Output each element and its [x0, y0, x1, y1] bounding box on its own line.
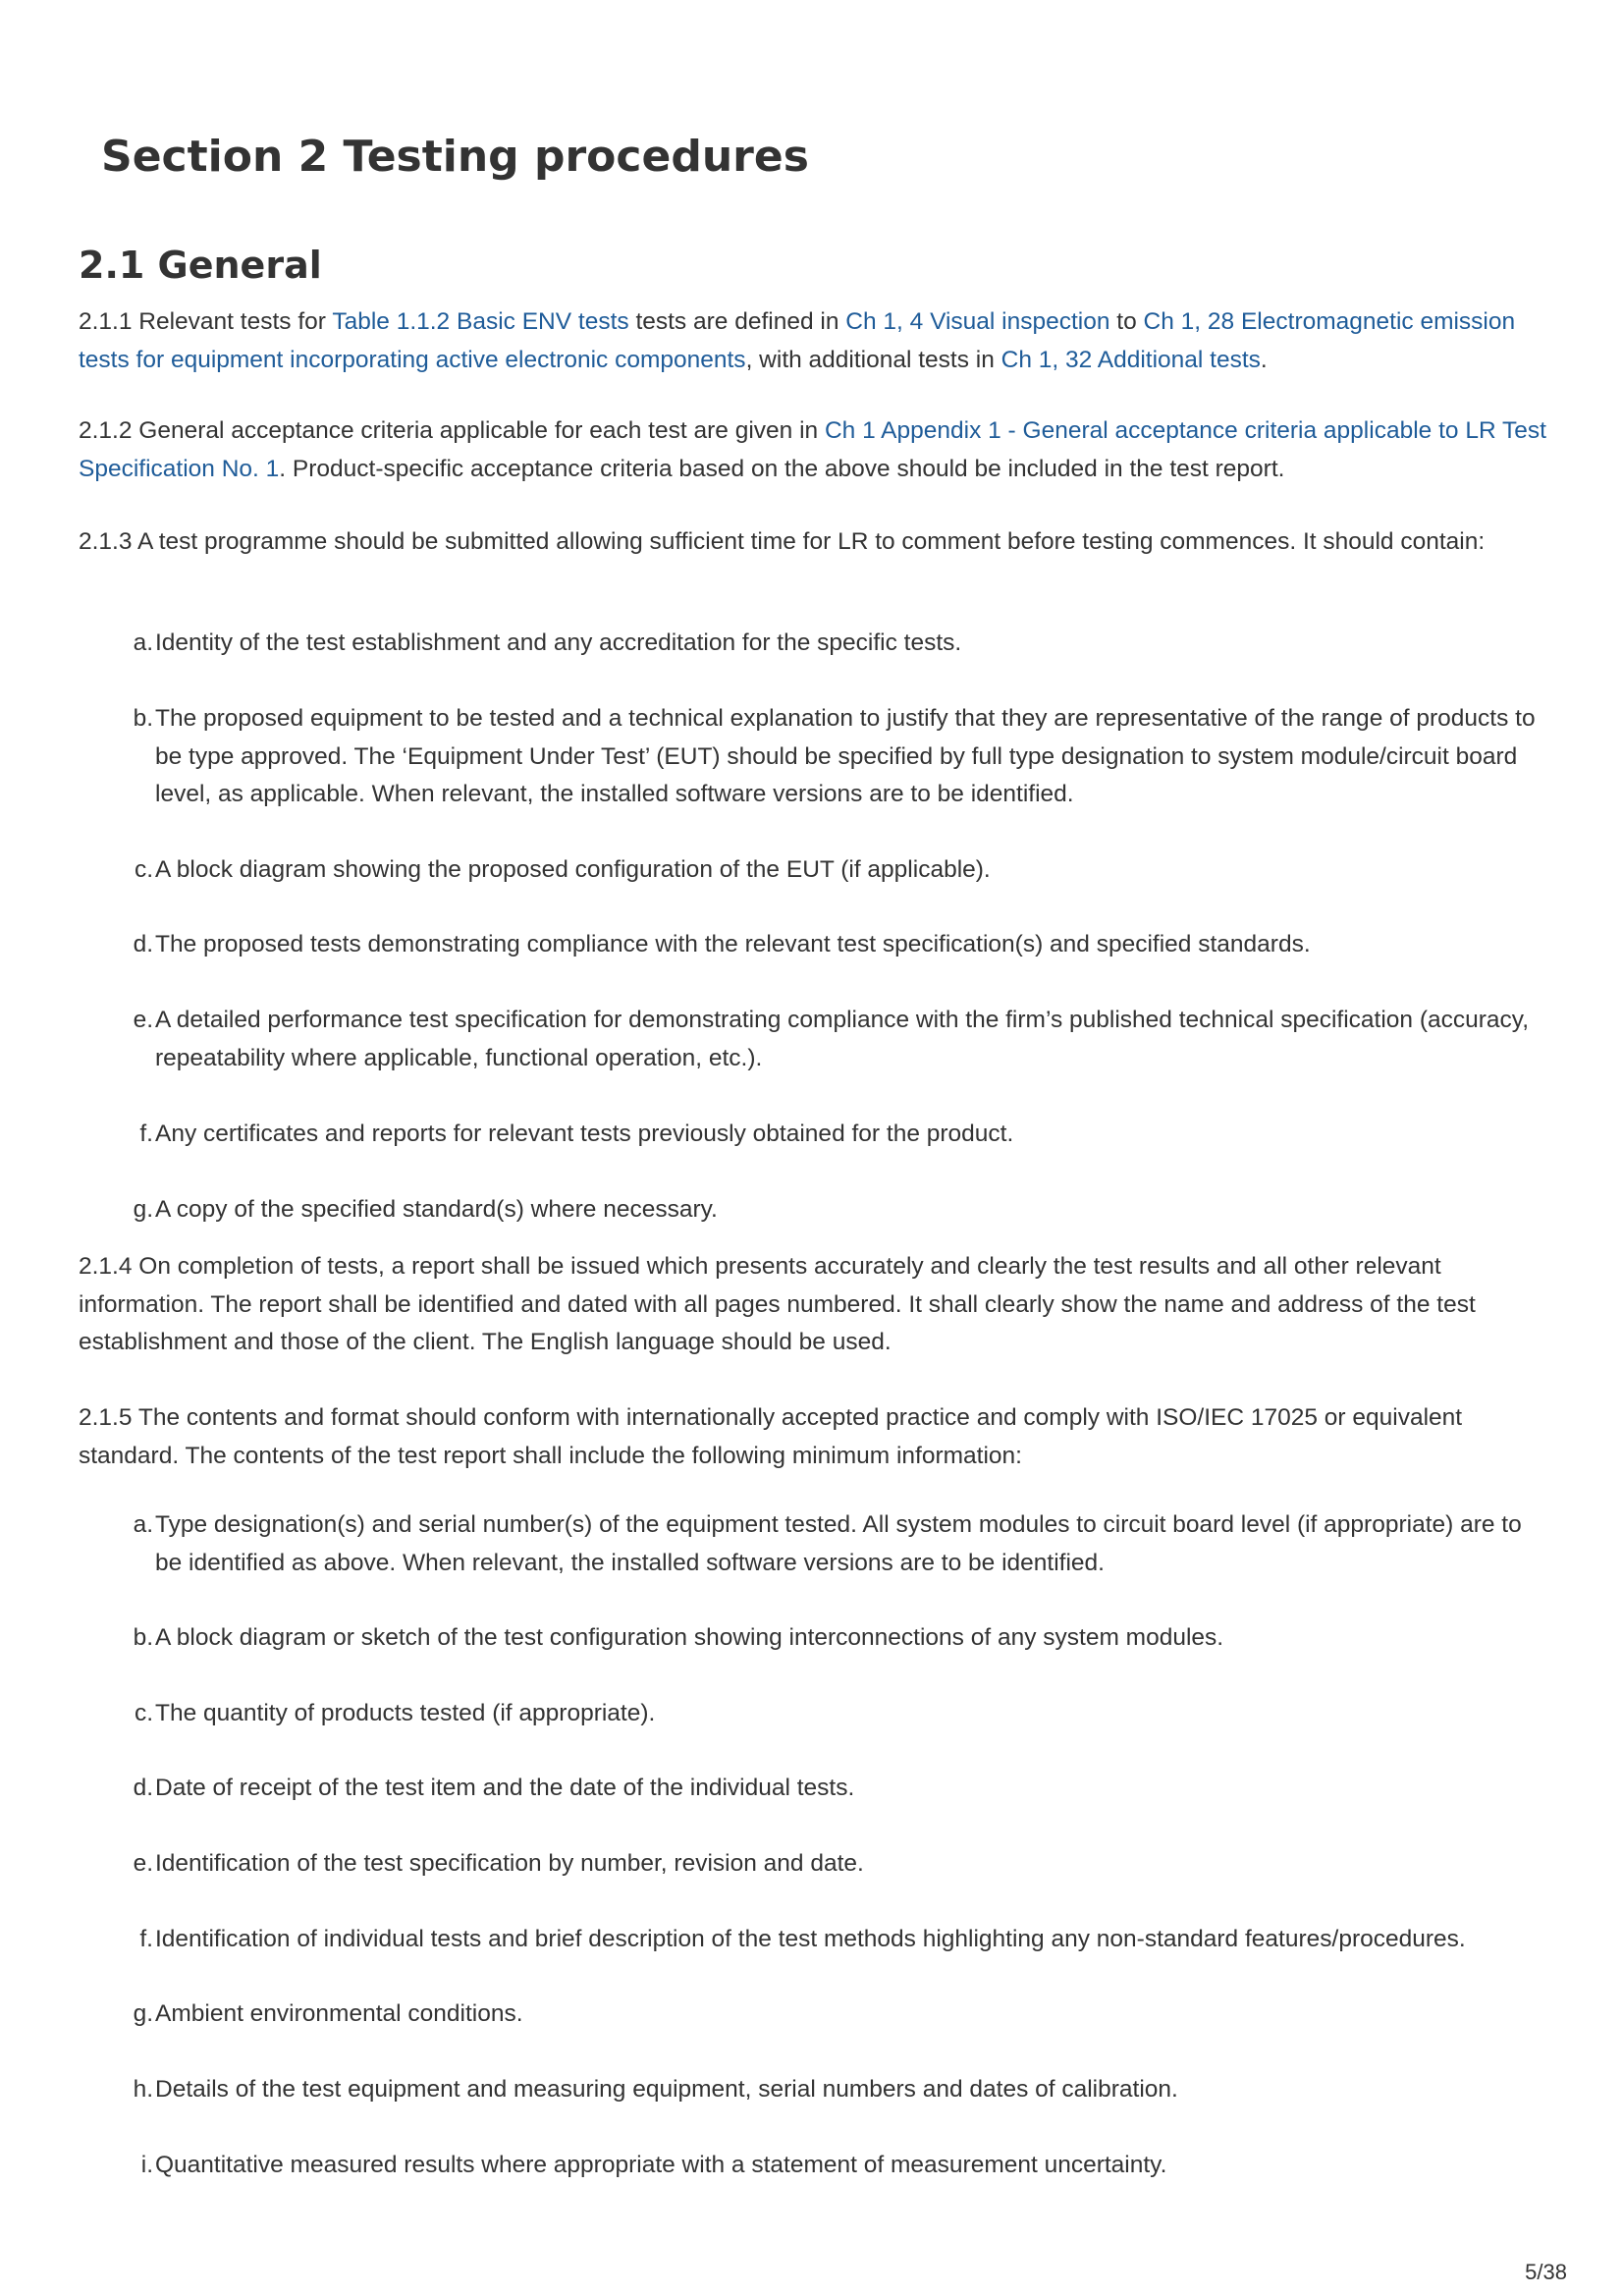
link-ch1-32-additional-tests[interactable]: Ch 1, 32 Additional tests [1000, 346, 1261, 373]
paragraph-2-1-3: 2.1.3 A test programme should be submitted allowing sufficient time for LR to comment before testing commences. It should contain: [79, 528, 1486, 555]
list-item [79, 1116, 1551, 1154]
list-item [79, 1619, 1551, 1658]
list-marker: b. [133, 1624, 153, 1651]
list-marker: b. [133, 705, 153, 732]
list-item [79, 700, 1551, 814]
list-item-text: Details of the test equipment and measuring equipment, serial numbers and dates of calibration. [155, 2076, 1178, 2103]
link-table-1-1-2[interactable]: Table 1.1.2 Basic ENV tests [332, 308, 629, 335]
list-marker: c. [134, 1700, 153, 1726]
list-item-text: A block diagram or sketch of the test configuration showing interconnections of any system modules. [155, 1624, 1224, 1651]
p212-text-a: 2.1.2 General acceptance criteria applicable for each test are given in [79, 417, 825, 444]
list-item-text: Identification of the test specification by number, revision and date. [155, 1850, 864, 1877]
page-number: 5/38 [1525, 2260, 1567, 2284]
list-item-text: Type designation(s) and serial number(s) of the equipment tested. All system modules to circuit board level (if appropriate) are to be identified as above. When relevant, the installed software versions are to be identified. [155, 1511, 1522, 1576]
paragraph-2-1-2 [79, 412, 1551, 488]
p211-text-d: , with additional tests in [745, 346, 1001, 373]
list-marker: d. [133, 931, 153, 957]
list-item [79, 1921, 1551, 1959]
paragraph-2-1-1 [79, 303, 1551, 379]
list-item [79, 851, 1551, 890]
paragraph-2-1-5: 2.1.5 The contents and format should conform with internationally accepted practice and comply with ISO/IEC 17025 or equivalent standard. The contents of the test report shall include the following minimum information: [79, 1404, 1463, 1469]
list-item [79, 2147, 1551, 2185]
list-marker: d. [133, 1775, 153, 1801]
p211-text-b: tests are defined in [628, 308, 846, 335]
paragraph-2-1-4: 2.1.4 On completion of tests, a report shall be issued which presents accurately and clearly the test results and all other relevant information. The report shall be identified and dated with all pages numbered. It shall clearly show the name and address of the test establishment and those of the client. The English language should be used. [79, 1253, 1476, 1355]
p211-text-e: . [1260, 346, 1268, 373]
list-marker: a. [133, 1511, 153, 1538]
list-item-text: A block diagram showing the proposed configuration of the EUT (if applicable). [155, 856, 991, 883]
list-marker: f. [139, 1121, 153, 1147]
list-item [79, 1770, 1551, 1808]
section-title: Section 2 Testing procedures [101, 132, 809, 182]
list-item [79, 1191, 1551, 1230]
p211-text-c: to [1109, 308, 1144, 335]
list-item [79, 625, 1551, 663]
list-marker: e. [133, 1850, 153, 1877]
list-item [79, 926, 1551, 964]
list-marker: f. [139, 1926, 153, 1952]
list-item-text: The proposed equipment to be tested and a technical explanation to justify that they are representative of the range of products to be type approved. The ‘Equipment Under Test’ (EUT) should be specified by full type designation to system module/circuit board level, as applicable. When relevant, the installed software versions are to be identified. [155, 705, 1536, 807]
link-ch1-4-visual-inspection[interactable]: Ch 1, 4 Visual inspection [845, 308, 1110, 335]
link-ch1-appendix-1[interactable]: Ch 1 Appendix 1 - General acceptance criteria applicable to LR Test Specification No. 1 [79, 417, 1546, 482]
list-item [79, 1506, 1551, 1582]
list-item [79, 1002, 1551, 1077]
list-item-text: Any certificates and reports for relevant tests previously obtained for the product. [155, 1121, 1014, 1147]
list-marker: a. [133, 629, 153, 656]
list-item-text: The quantity of products tested (if appropriate). [155, 1700, 656, 1726]
list-item [79, 1845, 1551, 1884]
list-item [79, 2071, 1551, 2109]
list-item [79, 1695, 1551, 1733]
list-marker: c. [134, 856, 153, 883]
list-item-text: The proposed tests demonstrating compliance with the relevant test specification(s) and specified standards. [155, 931, 1311, 957]
list-item-text: A detailed performance test specification for demonstrating compliance with the firm’s published technical specification (accuracy, repeatability where applicable, functional operation, etc.). [155, 1007, 1530, 1071]
link-ch1-28-electromagnetic-emission[interactable]: Ch 1, 28 Electromagnetic emission tests for equipment incorporating active electronic components [79, 308, 1516, 373]
list-item [79, 1995, 1551, 2034]
list-marker: g. [133, 1196, 153, 1223]
list-item-text: Identification of individual tests and brief description of the test methods highlighting any non-standard features/procedures. [155, 1926, 1466, 1952]
list-item-text: Ambient environmental conditions. [155, 2000, 523, 2027]
list-marker: h. [133, 2076, 153, 2103]
list-marker: e. [133, 1007, 153, 1033]
list-item-text: Identity of the test establishment and any accreditation for the specific tests. [155, 629, 962, 656]
list-item-text: Quantitative measured results where appropriate with a statement of measurement uncertainty. [155, 2152, 1167, 2178]
p211-text-a: 2.1.1 Relevant tests for [79, 308, 333, 335]
list-marker: g. [133, 2000, 153, 2027]
list-marker: i. [140, 2152, 153, 2178]
list-item-text: A copy of the specified standard(s) where necessary. [155, 1196, 718, 1223]
p212-text-b: . Product-specific acceptance criteria based on the above should be included in the test report. [279, 455, 1285, 482]
list-item-text: Date of receipt of the test item and the date of the individual tests. [155, 1775, 855, 1801]
subsection-title: 2.1 General [79, 244, 322, 287]
